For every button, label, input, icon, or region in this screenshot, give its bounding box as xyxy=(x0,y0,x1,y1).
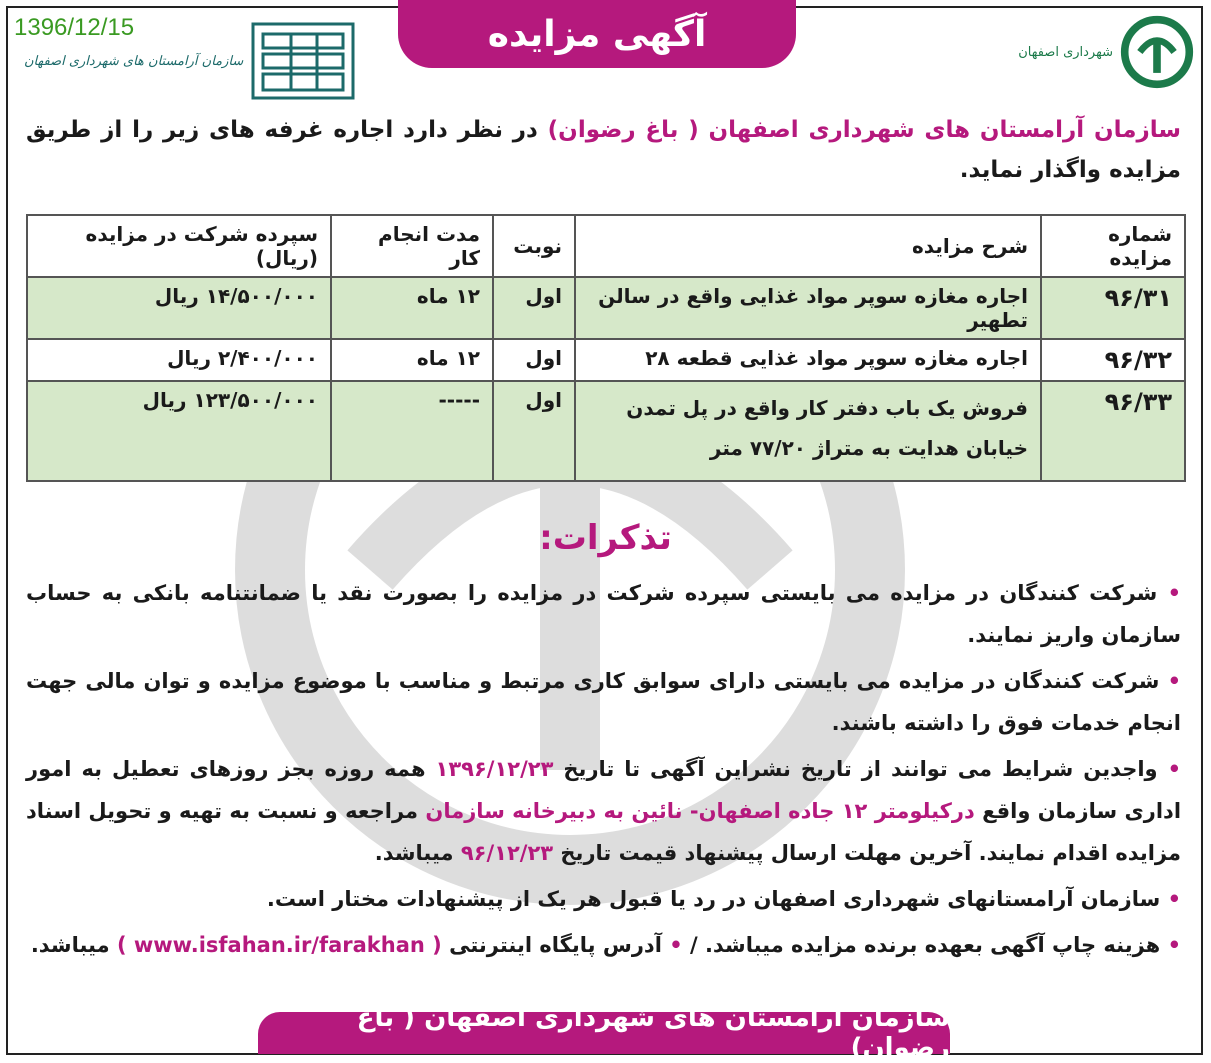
row-round: اول xyxy=(493,277,575,339)
bullet: • xyxy=(1167,887,1181,911)
header-round: نوبت xyxy=(493,215,575,277)
municipality-emblem-icon xyxy=(1119,14,1195,90)
note-text: میباشد. xyxy=(30,933,110,957)
organization-logo xyxy=(24,22,355,100)
note-text: میباشد. xyxy=(374,841,454,865)
row-round: اول xyxy=(493,381,575,481)
row-number: ۹۶/۳۲ xyxy=(1041,339,1185,381)
row-duration: ----- xyxy=(331,381,493,481)
header-deposit: سپرده شرکت در مزایده (ریال) xyxy=(27,215,331,277)
footer-banner xyxy=(258,1003,950,1063)
intro-text: در نظر دارد اجاره غرفه های زیر را از طریق مزایده واگذار نماید. xyxy=(26,117,1181,183)
row-deposit: ۲/۴۰۰/۰۰۰ ریال xyxy=(27,339,331,381)
notes-list xyxy=(26,572,1181,970)
note-item xyxy=(26,748,1181,874)
row-number: ۹۶/۳۱ xyxy=(1041,277,1185,339)
row-duration: ۱۲ ماه xyxy=(331,339,493,381)
bullet: • xyxy=(1167,757,1182,781)
bullet: • xyxy=(1167,581,1182,605)
header-number: شماره مزایده xyxy=(1041,215,1185,277)
table-row xyxy=(27,381,1185,481)
note-text: همه روزه بجز روزهای تعطیل به امور اداری سازمان واقع xyxy=(26,757,1182,823)
note-text: مراجعه و نسبت به تهیه و تحویل اسناد مزایده اقدام نمایند. آخرین مهلت ارسال پیشنهاد قیمت تاریخ xyxy=(26,799,1181,865)
row-round: اول xyxy=(493,339,575,381)
note-text: شرکت کنندگان در مزایده می بایستی دارای سوابق کاری مرتبط و مناسب با موضوع مزایده و توان مالی جهت انجام خدمات فوق را داشته باشند. xyxy=(26,669,1181,735)
row-duration: ۱۲ ماه xyxy=(331,277,493,339)
note-text: واجدین شرایط می توانند از تاریخ نشراین آگهی تا تاریخ xyxy=(563,757,1158,781)
note-item xyxy=(26,878,1181,920)
office-address: درکیلومتر ۱۲ جاده اصفهان- نائین به دبیرخانه سازمان xyxy=(425,799,975,823)
website-link[interactable]: ( www.isfahan.ir/farakhan ) xyxy=(116,933,442,957)
note-item xyxy=(26,572,1181,656)
intro-paragraph xyxy=(26,110,1181,190)
page-title: آگهی مزایده xyxy=(487,13,707,55)
bullet: • xyxy=(1167,933,1181,957)
auction-table xyxy=(26,214,1186,482)
intro-organization: سازمان آرامستان های شهرداری اصفهان ( باغ رضوان) xyxy=(547,117,1181,143)
header-duration: مدت انجام کار xyxy=(331,215,493,277)
note-item xyxy=(26,924,1181,966)
organization-logo-text: سازمان آرامستان های شهرداری اصفهان xyxy=(24,53,244,69)
note-text: هزینه چاپ آگهی بعهده برنده مزایده میباشد. xyxy=(704,933,1161,957)
table-row xyxy=(27,339,1185,381)
bullet: • xyxy=(669,933,683,957)
row-deposit: ۱۴/۵۰۰/۰۰۰ ریال xyxy=(27,277,331,339)
bullet: • xyxy=(1167,669,1182,693)
row-deposit: ۱۲۳/۵۰۰/۰۰۰ ریال xyxy=(27,381,331,481)
note-text: سازمان آرامستانهای شهرداری اصفهان در رد یا قبول هر یک از پیشنهادات مختار است. xyxy=(266,887,1161,911)
footer-text: سازمان آرامستان های شهرداری اصفهان ( باغ رضوان) xyxy=(356,1003,950,1063)
table-row xyxy=(27,277,1185,339)
municipality-logo-text: شهرداری اصفهان xyxy=(1018,44,1113,60)
row-number: ۹۶/۳۳ xyxy=(1041,381,1185,481)
title-banner xyxy=(398,0,796,68)
publish-date: 1396/12/15 xyxy=(14,14,135,41)
note-text: آدرس پایگاه اینترنتی xyxy=(449,933,662,957)
deadline-date: ۱۳۹۶/۱۲/۲۳ xyxy=(435,757,554,781)
header-description: شرح مزایده xyxy=(575,215,1041,277)
municipality-logo xyxy=(1018,14,1195,90)
row-description: اجاره مغازه سوپر مواد غذایی قطعه ۲۸ xyxy=(575,339,1041,381)
separator: / xyxy=(689,933,698,957)
table-header-row xyxy=(27,215,1185,277)
proposal-deadline-date: ۹۶/۱۲/۲۳ xyxy=(460,841,554,865)
note-item xyxy=(26,660,1181,744)
row-description: فروش یک باب دفتر کار واقع در پل تمدن خیابان هدایت به متراژ ۷۷/۲۰ متر xyxy=(575,381,1041,481)
note-text: شرکت کنندگان در مزایده می بایستی سپرده شرکت در مزایده را بصورت نقد یا ضمانتنامه بانکی به حساب سازمان واریز نمایند. xyxy=(26,581,1181,647)
row-description: اجاره مغازه سوپر مواد غذایی واقع در سالن تطهیر xyxy=(575,277,1041,339)
organization-emblem-icon xyxy=(251,22,355,100)
notes-title: تذکرات: xyxy=(539,518,672,558)
